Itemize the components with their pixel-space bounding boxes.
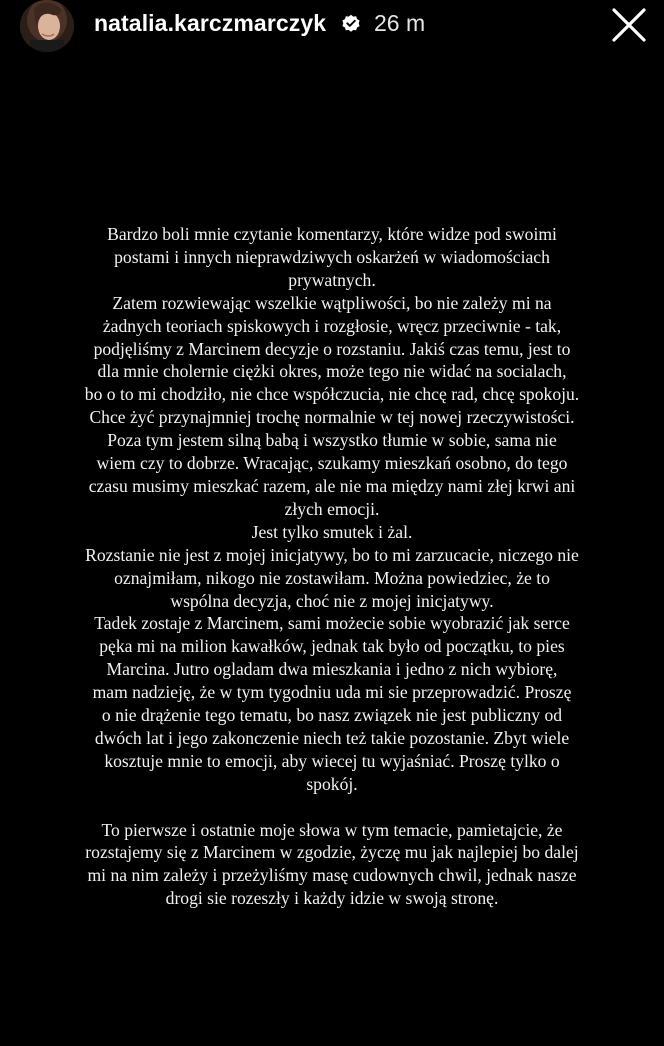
story-paragraph-2: To pierwsze i ostatnie moje słowa w tym temacie, pamietajcie, że rozstajemy się z Marcinem w zgodzie, życzę mu jak najlepiej bo dalej mi na nim zależy i przeżyliśmy masę cudownych chwil, jednak nasze drogi sie rozeszły i każdy idzie w swoją stronę. [85,819,579,909]
paragraph-gap [40,796,624,819]
close-icon [610,6,648,44]
verified-badge-icon [341,14,361,34]
story-timestamp: 26 m [374,10,426,36]
story-paragraph-1: Bardzo boli mnie czytanie komentarzy, które widze pod swoimi postami i innych nieprawdziwych oskarżeń w wiadomościach prywatnych. Zatem rozwiewając wszelkie wątpliwości, bo nie zależy mi na żadnych teoriach spiskowych i rozgłosie, wręcz przeciwnie - tak, podjęliśmy z Marcinem decyzje o rozstaniu. Jakiś czas temu, jest to dla mnie cholernie ciężki okres, może tego nie widać na socialach, bo o to mi chodziło, nie chce współczucia, nie chcę rad, chcę spokoju. Chce żyć przynajmniej trochę normalnie w tej nowej rzeczywistości. Poza tym jestem silną babą i wszystko tłumie w sobie, sama nie wiem czy to dobrze. Wracając, szukamy mieszkań osobno, do tego czasu musimy mieszkać razem, ale nie ma między nami złej krwi ani złych emocji. Jest tylko smutek i żal. Rozstanie nie jest z mojej inicjatywy, bo to mi zarzucacie, niczego nie oznajmiłam, nikogo nie zostawiłam. Można powiedziec, że to wspólna decyzja, choć nie z mojej inicjatywy. Tadek zostaje z Marcinem, sami możecie sobie wyobrazić jak serce pęka mi na milion kawałków, jednak tak było od początku, to pies Marcina. Jutro ogladam dwa mieszkania i jedno z nich wybiorę, mam nadzieję, że w tym tygodniu uda mi sie przeprowadzić. Proszę o nie drążenie tego tematu, bo nasz związek nie jest publiczny od dwóch lat i jego zakonczenie niech też takie pozostanie. Zbyt wiele kosztuje mnie to emocji, aby wiecej tu wyjaśniać. Proszę tylko o spokój. [84,224,580,794]
story-text [40,223,624,910]
close-button[interactable] [610,6,648,44]
username[interactable]: natalia.karczmarczyk [94,10,327,36]
avatar[interactable] [20,0,74,52]
story-header [0,0,664,52]
avatar-image [20,0,74,52]
